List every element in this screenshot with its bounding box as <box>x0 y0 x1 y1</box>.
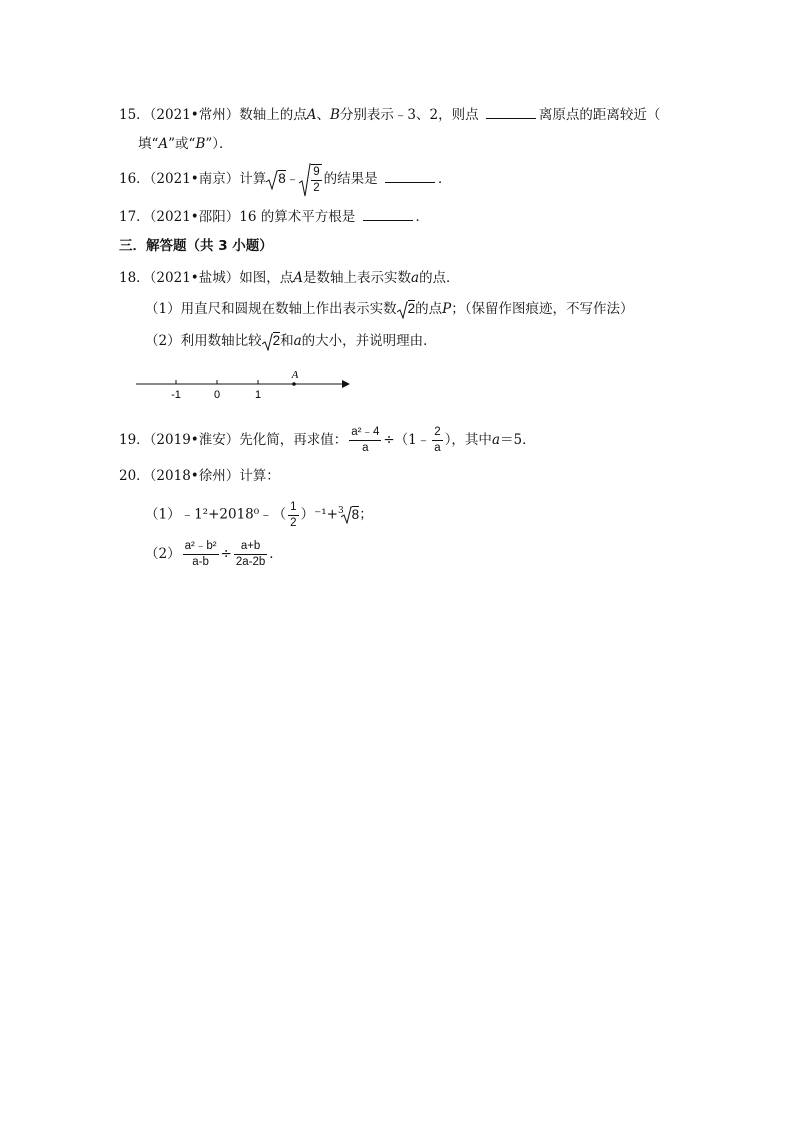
q20-p2-fraction-2 <box>234 539 267 570</box>
q18-a: a <box>411 270 420 286</box>
q18-p2-c: 的大小，并说明理由． <box>301 333 437 349</box>
question-18-part2 <box>145 331 437 351</box>
q20-prefix: 20．（2018•徐州）计算： <box>119 468 280 484</box>
q20-p2-div: ÷ <box>220 546 232 562</box>
question-20-part2 <box>145 536 283 572</box>
q20-p2-a: （2） <box>145 546 181 562</box>
q15-mid: 分别表示﹣3、2，则点 <box>339 107 479 123</box>
q19-close: ），其中 <box>444 432 492 448</box>
q20-p1-a: （1）﹣1²+2018⁰﹣（ <box>145 506 287 523</box>
q19-frac2-den: a <box>434 442 441 454</box>
question-20 <box>119 466 280 486</box>
q18-mid: 是数轴上表示实数 <box>303 270 411 286</box>
q18-p1-b: 的点 <box>415 301 443 317</box>
q20-p1-frac-den: 2 <box>290 516 297 529</box>
point-a-dot <box>292 382 296 386</box>
q20-p2-fraction-1 <box>183 539 219 570</box>
q15-prefix: 15．（2021•常州）数轴上的点 <box>119 107 307 123</box>
q16-prefix: 16．（2021•南京）计算 <box>119 171 267 187</box>
sqrt-symbol-icon <box>397 301 408 319</box>
q16-rad1: 8 <box>278 171 286 186</box>
q15-tail: 离原点的距离较近（ <box>538 107 661 123</box>
q19-div: ÷（1﹣ <box>383 432 431 448</box>
q20-p1-root-index: 3 <box>337 506 344 516</box>
q18-p2-a: （2）利用数轴比较 <box>145 333 262 349</box>
sqrt-symbol-icon <box>266 170 278 190</box>
q19-frac2-num: 2 <box>432 425 442 441</box>
q18-prefix: 18．（2021•盐城）如图，点 <box>119 270 294 286</box>
q15-answer-blank[interactable] <box>486 104 536 119</box>
q15-line2-b: ”或“ <box>168 136 196 152</box>
q15-point-b: B <box>330 107 340 123</box>
q16-fraction <box>311 164 321 196</box>
q18-A: A <box>293 270 303 286</box>
q20-p2-end: ． <box>269 546 283 562</box>
q16-frac-den: 2 <box>313 181 320 194</box>
q15-line2-A: A <box>158 136 169 152</box>
question-15 <box>119 104 660 125</box>
q20-p1-fraction <box>288 500 298 531</box>
point-a-label: A <box>291 369 299 381</box>
q20-p1-frac-num: 1 <box>288 500 298 516</box>
q18-p1-c: ；（保留作图痕迹，不写作法） <box>451 301 634 317</box>
question-16 <box>119 162 451 196</box>
q19-eq: ＝5． <box>500 432 536 448</box>
q20-p1-end: ； <box>359 506 373 523</box>
question-18-part1 <box>145 299 633 319</box>
q19-a: a <box>491 432 500 448</box>
q20-p2-frac2-num: a+b <box>234 539 267 555</box>
q15-line2-a: 填“ <box>138 136 159 152</box>
q15-point-a: A <box>306 107 317 123</box>
q16-end: ． <box>437 171 452 187</box>
q19-frac1-den: a <box>362 442 369 454</box>
q18-p2-a-var: a <box>293 333 302 349</box>
tick-label-1: 1 <box>254 389 262 401</box>
q16-suffix: 的结果是 <box>323 171 378 187</box>
q18-p2-b: 和 <box>280 333 294 349</box>
q17-answer-blank[interactable] <box>363 206 413 221</box>
q16-answer-blank[interactable] <box>385 168 435 183</box>
q20-p2-frac2-den: 2a-2b <box>235 556 266 568</box>
q19-fraction-2 <box>432 425 442 456</box>
q18-p1-a: （1）用直尺和圆规在数轴上作出表示实数 <box>145 301 397 317</box>
q17-end: ． <box>415 209 430 225</box>
question-19 <box>119 422 536 458</box>
tick-label-0: 0 <box>213 389 221 401</box>
q18-p2-rad: 2 <box>272 333 281 348</box>
q15-line2-B: B <box>195 136 206 152</box>
q19-fraction-1 <box>349 425 381 456</box>
q20-p1-b: ）⁻¹+ <box>300 506 338 523</box>
q16-minus: ﹣ <box>285 171 300 187</box>
q17-text: 17．（2021•邵阳）16 的算术平方根是 <box>119 209 356 225</box>
q19-frac1-num: a²﹣4 <box>349 425 381 441</box>
sqrt-symbol-icon <box>299 163 311 197</box>
number-line-arrow-icon <box>342 380 350 388</box>
q16-frac-num: 9 <box>311 165 321 181</box>
question-20-part1 <box>145 494 373 528</box>
section-title: 三．解答题（共 3 小题） <box>119 238 273 254</box>
question-18 <box>119 268 460 288</box>
q20-p2-frac1-den: a-b <box>192 556 209 568</box>
q15-sep: 、 <box>316 107 330 123</box>
question-17 <box>119 206 429 227</box>
sqrt-symbol-icon <box>262 333 273 351</box>
question-15-line2 <box>138 134 233 154</box>
q15-line2-c: ”）． <box>205 136 233 152</box>
q19-prefix: 19．（2019•淮安）先化简，再求值： <box>119 432 348 448</box>
q18-p1-P: P <box>442 301 452 317</box>
q20-p2-frac1-num: a²﹣b² <box>183 539 219 555</box>
tick-label-minus-1: -1 <box>171 389 181 401</box>
q18-p1-rad: 2 <box>407 301 416 316</box>
q20-p1-rad: 8 <box>351 506 360 522</box>
number-line-figure <box>136 366 351 404</box>
cube-root-symbol-icon <box>341 506 352 524</box>
q18-suffix: 的点． <box>419 270 460 286</box>
